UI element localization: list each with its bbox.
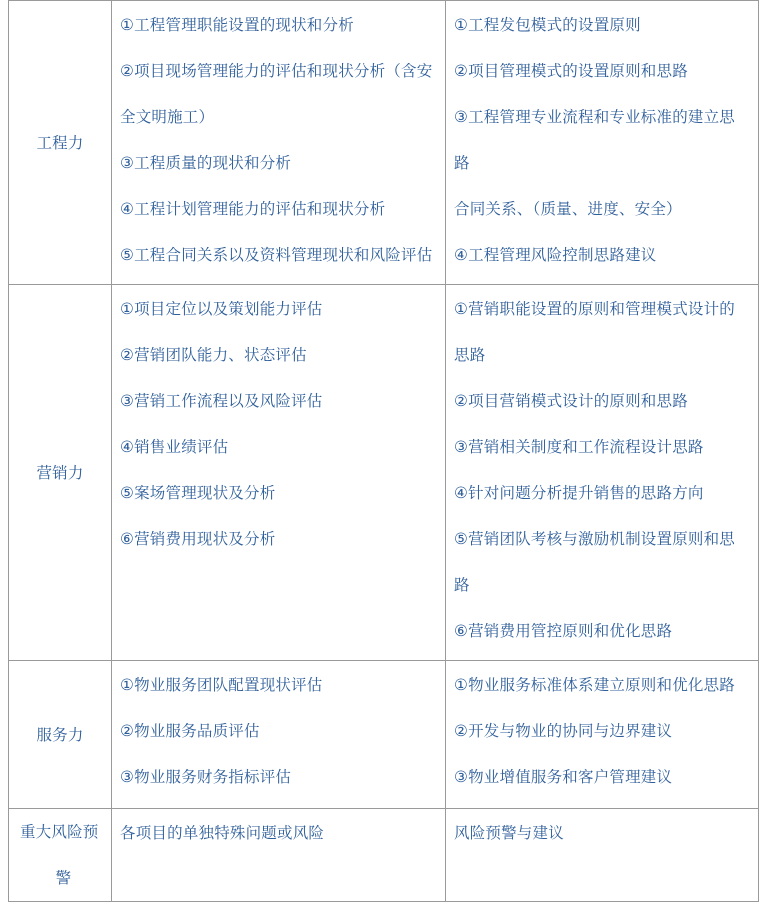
table-row	[9, 1, 759, 285]
list-item: ⑥营销费用管控原则和优化思路	[454, 622, 673, 640]
list-item: 风险预警与建议	[454, 824, 564, 842]
list-item: ③工程质量的现状和分析	[120, 154, 292, 172]
category-label-line-1: 重大风险预	[20, 823, 99, 841]
list-item: ③物业增值服务和客户管理建议	[454, 768, 673, 786]
list-item: ⑥营销费用现状及分析	[120, 530, 276, 548]
list-item: ①物业服务标准体系建立原则和优化思路	[454, 676, 735, 694]
list-item: ③营销工作流程以及风险评估	[120, 392, 323, 410]
category-label-line-2: 警	[55, 869, 72, 887]
list-item: ②项目管理模式的设置原则和思路	[454, 62, 688, 80]
category-label: 营销力	[36, 463, 84, 482]
category-cell	[9, 661, 112, 809]
current-analysis-cell	[112, 285, 446, 661]
list-item: ②物业服务品质评估	[120, 722, 260, 740]
content-table	[8, 0, 759, 902]
list-item: ②项目营销模式设计的原则和思路	[454, 392, 688, 410]
list-item: ②项目现场管理能力的评估和现状分析（含安全文明施工）	[120, 62, 433, 126]
list-item: ①工程发包模式的设置原则	[454, 16, 641, 34]
list-item: 合同关系、（质量、进度、安全）	[454, 200, 682, 218]
list-item: ④工程计划管理能力的评估和现状分析	[120, 200, 386, 218]
list-item: ①物业服务团队配置现状评估	[120, 676, 323, 694]
current-analysis-cell	[112, 661, 446, 809]
table-row	[9, 661, 759, 809]
category-cell	[9, 809, 112, 902]
current-analysis-cell	[112, 1, 446, 285]
category-label: 工程力	[36, 133, 84, 152]
list-item: ②营销团队能力、状态评估	[120, 346, 307, 364]
category-label: 服务力	[36, 725, 84, 744]
category-cell	[9, 285, 112, 661]
list-item: ③营销相关制度和工作流程设计思路	[454, 438, 704, 456]
list-item: ②开发与物业的协同与边界建议	[454, 722, 673, 740]
list-item: ①工程管理职能设置的现状和分析	[120, 16, 354, 34]
proposal-cell	[446, 285, 759, 661]
proposal-cell	[446, 661, 759, 809]
list-item: ①项目定位以及策划能力评估	[120, 300, 323, 318]
list-item: ⑤工程合同关系以及资料管理现状和风险评估	[120, 246, 433, 264]
table-row	[9, 285, 759, 661]
list-item: ④销售业绩评估	[120, 438, 229, 456]
category-cell	[9, 1, 112, 285]
proposal-cell	[446, 809, 759, 902]
list-item: 各项目的单独特殊问题或风险	[120, 824, 325, 842]
list-item: ③工程管理专业流程和专业标准的建立思路	[454, 108, 735, 172]
list-item: ⑤营销团队考核与激励机制设置原则和思路	[454, 530, 735, 594]
list-item: ④工程管理风险控制思路建议	[454, 246, 657, 264]
list-item: ①营销职能设置的原则和管理模式设计的思路	[454, 300, 735, 364]
current-analysis-cell	[112, 809, 446, 902]
proposal-cell	[446, 1, 759, 285]
list-item: ⑤案场管理现状及分析	[120, 484, 276, 502]
table-row	[9, 809, 759, 902]
list-item: ③物业服务财务指标评估	[120, 768, 292, 786]
list-item: ④针对问题分析提升销售的思路方向	[454, 484, 704, 502]
